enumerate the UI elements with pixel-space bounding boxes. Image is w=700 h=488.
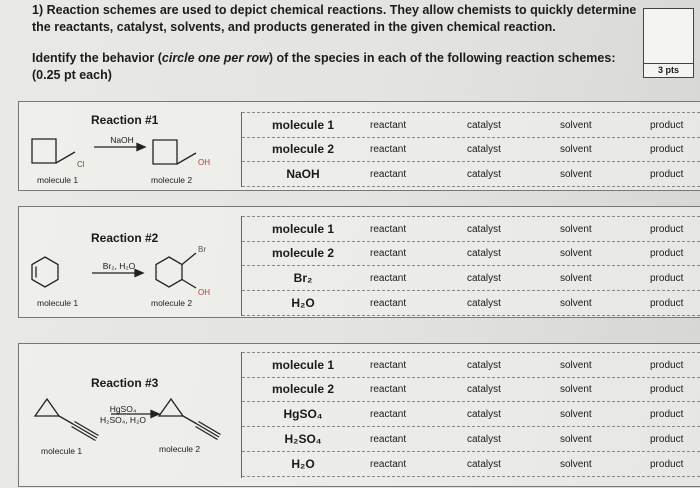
reaction-3-scheme <box>19 344 241 486</box>
molecule-1-ring <box>35 399 59 416</box>
species-label: molecule 2 <box>271 382 335 396</box>
choice-product[interactable]: product <box>650 143 684 155</box>
reaction-1-reagents: NaOH <box>110 135 134 145</box>
choice-catalyst[interactable]: catalyst <box>467 119 501 131</box>
choice-solvent[interactable]: solvent <box>560 383 592 395</box>
molecule-1-triple-b <box>75 422 99 436</box>
choice-catalyst[interactable]: catalyst <box>467 272 501 284</box>
reaction-1-title: Reaction #1 <box>91 113 159 127</box>
molecule-1-triple-a <box>73 424 97 438</box>
question-title: 1) Reaction schemes are used to depict chemical reactions. They allow chemists to quickly determine the reactants, catalyst, solvents, and products generated in the given chemical reaction. <box>32 3 637 34</box>
reaction-2-arrowhead <box>135 270 143 277</box>
instructions-part-2: ) of the species in each of the following reaction schemes: (0.25 pt each) <box>32 51 616 82</box>
choice-product[interactable]: product <box>650 359 684 371</box>
species-label: H₂O <box>291 296 315 310</box>
species-label: molecule 1 <box>271 222 335 236</box>
reaction-1-choice-grid <box>241 112 700 187</box>
reaction-1-row-1 <box>242 112 700 138</box>
choice-product[interactable]: product <box>650 119 684 131</box>
reaction-1-molecule-2-label: molecule 2 <box>151 175 193 185</box>
question-instructions <box>32 50 637 84</box>
reaction-1-row-3 <box>242 162 700 187</box>
reaction-2-row-3 <box>242 266 700 291</box>
species-label: molecule 2 <box>271 246 335 260</box>
reaction-1-start-substituent: Cl <box>77 160 85 169</box>
choice-solvent[interactable]: solvent <box>560 223 592 235</box>
reaction-2-reagents: Br₂, H₂O <box>102 261 136 271</box>
species-label: H₂SO₄ <box>284 432 322 446</box>
choice-solvent[interactable]: solvent <box>560 247 592 259</box>
choice-catalyst[interactable]: catalyst <box>467 458 501 470</box>
reaction-2-row-4 <box>242 291 700 316</box>
choice-reactant[interactable]: reactant <box>370 168 407 180</box>
molecule-2-ring <box>156 257 182 287</box>
reaction-2-row-1 <box>242 216 700 242</box>
reaction-1-row-2 <box>242 137 700 162</box>
choice-solvent[interactable]: solvent <box>560 433 592 445</box>
molecule-1-bond <box>56 152 75 163</box>
reaction-2-product-substituent-a: Br <box>198 245 206 254</box>
points-label: 3 pts <box>644 63 693 77</box>
choice-solvent[interactable]: solvent <box>560 458 592 470</box>
reaction-2-choice-grid <box>241 216 700 316</box>
choice-product[interactable]: product <box>650 383 684 395</box>
reaction-3-arrowhead <box>151 411 159 418</box>
reaction-3-molecule-2-label: molecule 2 <box>159 444 201 454</box>
choice-catalyst[interactable]: catalyst <box>467 383 501 395</box>
choice-reactant[interactable]: reactant <box>370 223 407 235</box>
reaction-3-row-2 <box>242 377 700 402</box>
choice-product[interactable]: product <box>650 433 684 445</box>
reaction-3-title: Reaction #3 <box>91 376 159 390</box>
reaction-3-row-5 <box>242 452 700 477</box>
reaction-2-product-substituent-b: OH <box>198 288 210 297</box>
choice-solvent[interactable]: solvent <box>560 359 592 371</box>
choice-catalyst[interactable]: catalyst <box>467 433 501 445</box>
reaction-2-molecule-1-label: molecule 1 <box>37 298 79 308</box>
reaction-3-molecule-1-label: molecule 1 <box>41 446 83 456</box>
reaction-3-row-1 <box>242 352 700 378</box>
choice-solvent[interactable]: solvent <box>560 168 592 180</box>
instructions-part-1: Identify the behavior ( <box>32 51 162 65</box>
choice-product[interactable]: product <box>650 408 684 420</box>
choice-product[interactable]: product <box>650 223 684 235</box>
choice-reactant[interactable]: reactant <box>370 359 407 371</box>
choice-product[interactable]: product <box>650 297 684 309</box>
molecule-1-ring <box>32 139 56 163</box>
choice-reactant[interactable]: reactant <box>370 383 407 395</box>
choice-catalyst[interactable]: catalyst <box>467 143 501 155</box>
choice-catalyst[interactable]: catalyst <box>467 247 501 259</box>
reaction-3-row-3 <box>242 402 700 427</box>
molecule-2-bond <box>177 153 196 164</box>
choice-catalyst[interactable]: catalyst <box>467 359 501 371</box>
choice-reactant[interactable]: reactant <box>370 272 407 284</box>
choice-product[interactable]: product <box>650 458 684 470</box>
reaction-1-arrowhead <box>137 144 145 151</box>
choice-solvent[interactable]: solvent <box>560 297 592 309</box>
reaction-2-row-2 <box>242 241 700 266</box>
reaction-2-molecule-2-label: molecule 2 <box>151 298 193 308</box>
choice-reactant[interactable]: reactant <box>370 297 407 309</box>
reaction-1-product-substituent: OH <box>198 158 210 167</box>
choice-reactant[interactable]: reactant <box>370 433 407 445</box>
molecule-2-ring <box>153 140 177 164</box>
reaction-3-row-4 <box>242 427 700 452</box>
species-label: HgSO₄ <box>283 407 323 421</box>
reaction-1-molecule-1-label: molecule 1 <box>37 175 79 185</box>
molecule-2-ring <box>159 399 183 416</box>
molecule-2-bond <box>183 416 197 424</box>
reaction-3-reagents-line-2: H₂SO₄, H₂O <box>100 415 146 425</box>
choice-reactant[interactable]: reactant <box>370 119 407 131</box>
choice-product[interactable]: product <box>650 168 684 180</box>
molecule-1-triple-c <box>72 427 96 441</box>
choice-catalyst[interactable]: catalyst <box>467 223 501 235</box>
instructions-italic: circle one per row <box>161 51 269 65</box>
choice-reactant[interactable]: reactant <box>370 408 407 420</box>
choice-catalyst[interactable]: catalyst <box>467 408 501 420</box>
species-label: Br₂ <box>293 271 313 285</box>
choice-product[interactable]: product <box>650 272 684 284</box>
choice-solvent[interactable]: solvent <box>560 272 592 284</box>
species-label: H₂O <box>291 457 315 471</box>
choice-product[interactable]: product <box>650 247 684 259</box>
choice-reactant[interactable]: reactant <box>370 143 407 155</box>
species-label: NaOH <box>286 167 320 181</box>
choice-catalyst[interactable]: catalyst <box>467 168 501 180</box>
reaction-1-block <box>18 101 700 191</box>
points-box <box>643 8 694 78</box>
molecule-2-bond-a <box>182 253 196 265</box>
choice-solvent[interactable]: solvent <box>560 119 592 131</box>
molecule-2-triple-c <box>196 427 218 440</box>
reaction-2-title: Reaction #2 <box>91 231 159 245</box>
choice-solvent[interactable]: solvent <box>560 408 592 420</box>
species-label: molecule 2 <box>271 142 335 156</box>
choice-reactant[interactable]: reactant <box>370 247 407 259</box>
molecule-2-triple-b <box>199 422 221 435</box>
species-label: molecule 1 <box>271 358 335 372</box>
species-label: molecule 1 <box>271 118 335 132</box>
molecule-2-bond-b <box>182 280 196 289</box>
choice-solvent[interactable]: solvent <box>560 143 592 155</box>
molecule-2-triple-a <box>197 424 219 437</box>
reaction-3-block <box>18 343 700 487</box>
choice-reactant[interactable]: reactant <box>370 458 407 470</box>
choice-catalyst[interactable]: catalyst <box>467 297 501 309</box>
reaction-3-reagents-line-1: HgSO₄ <box>109 404 137 414</box>
molecule-1-bond <box>59 416 73 424</box>
reaction-2-block <box>18 206 700 318</box>
reaction-3-choice-grid <box>241 352 700 478</box>
